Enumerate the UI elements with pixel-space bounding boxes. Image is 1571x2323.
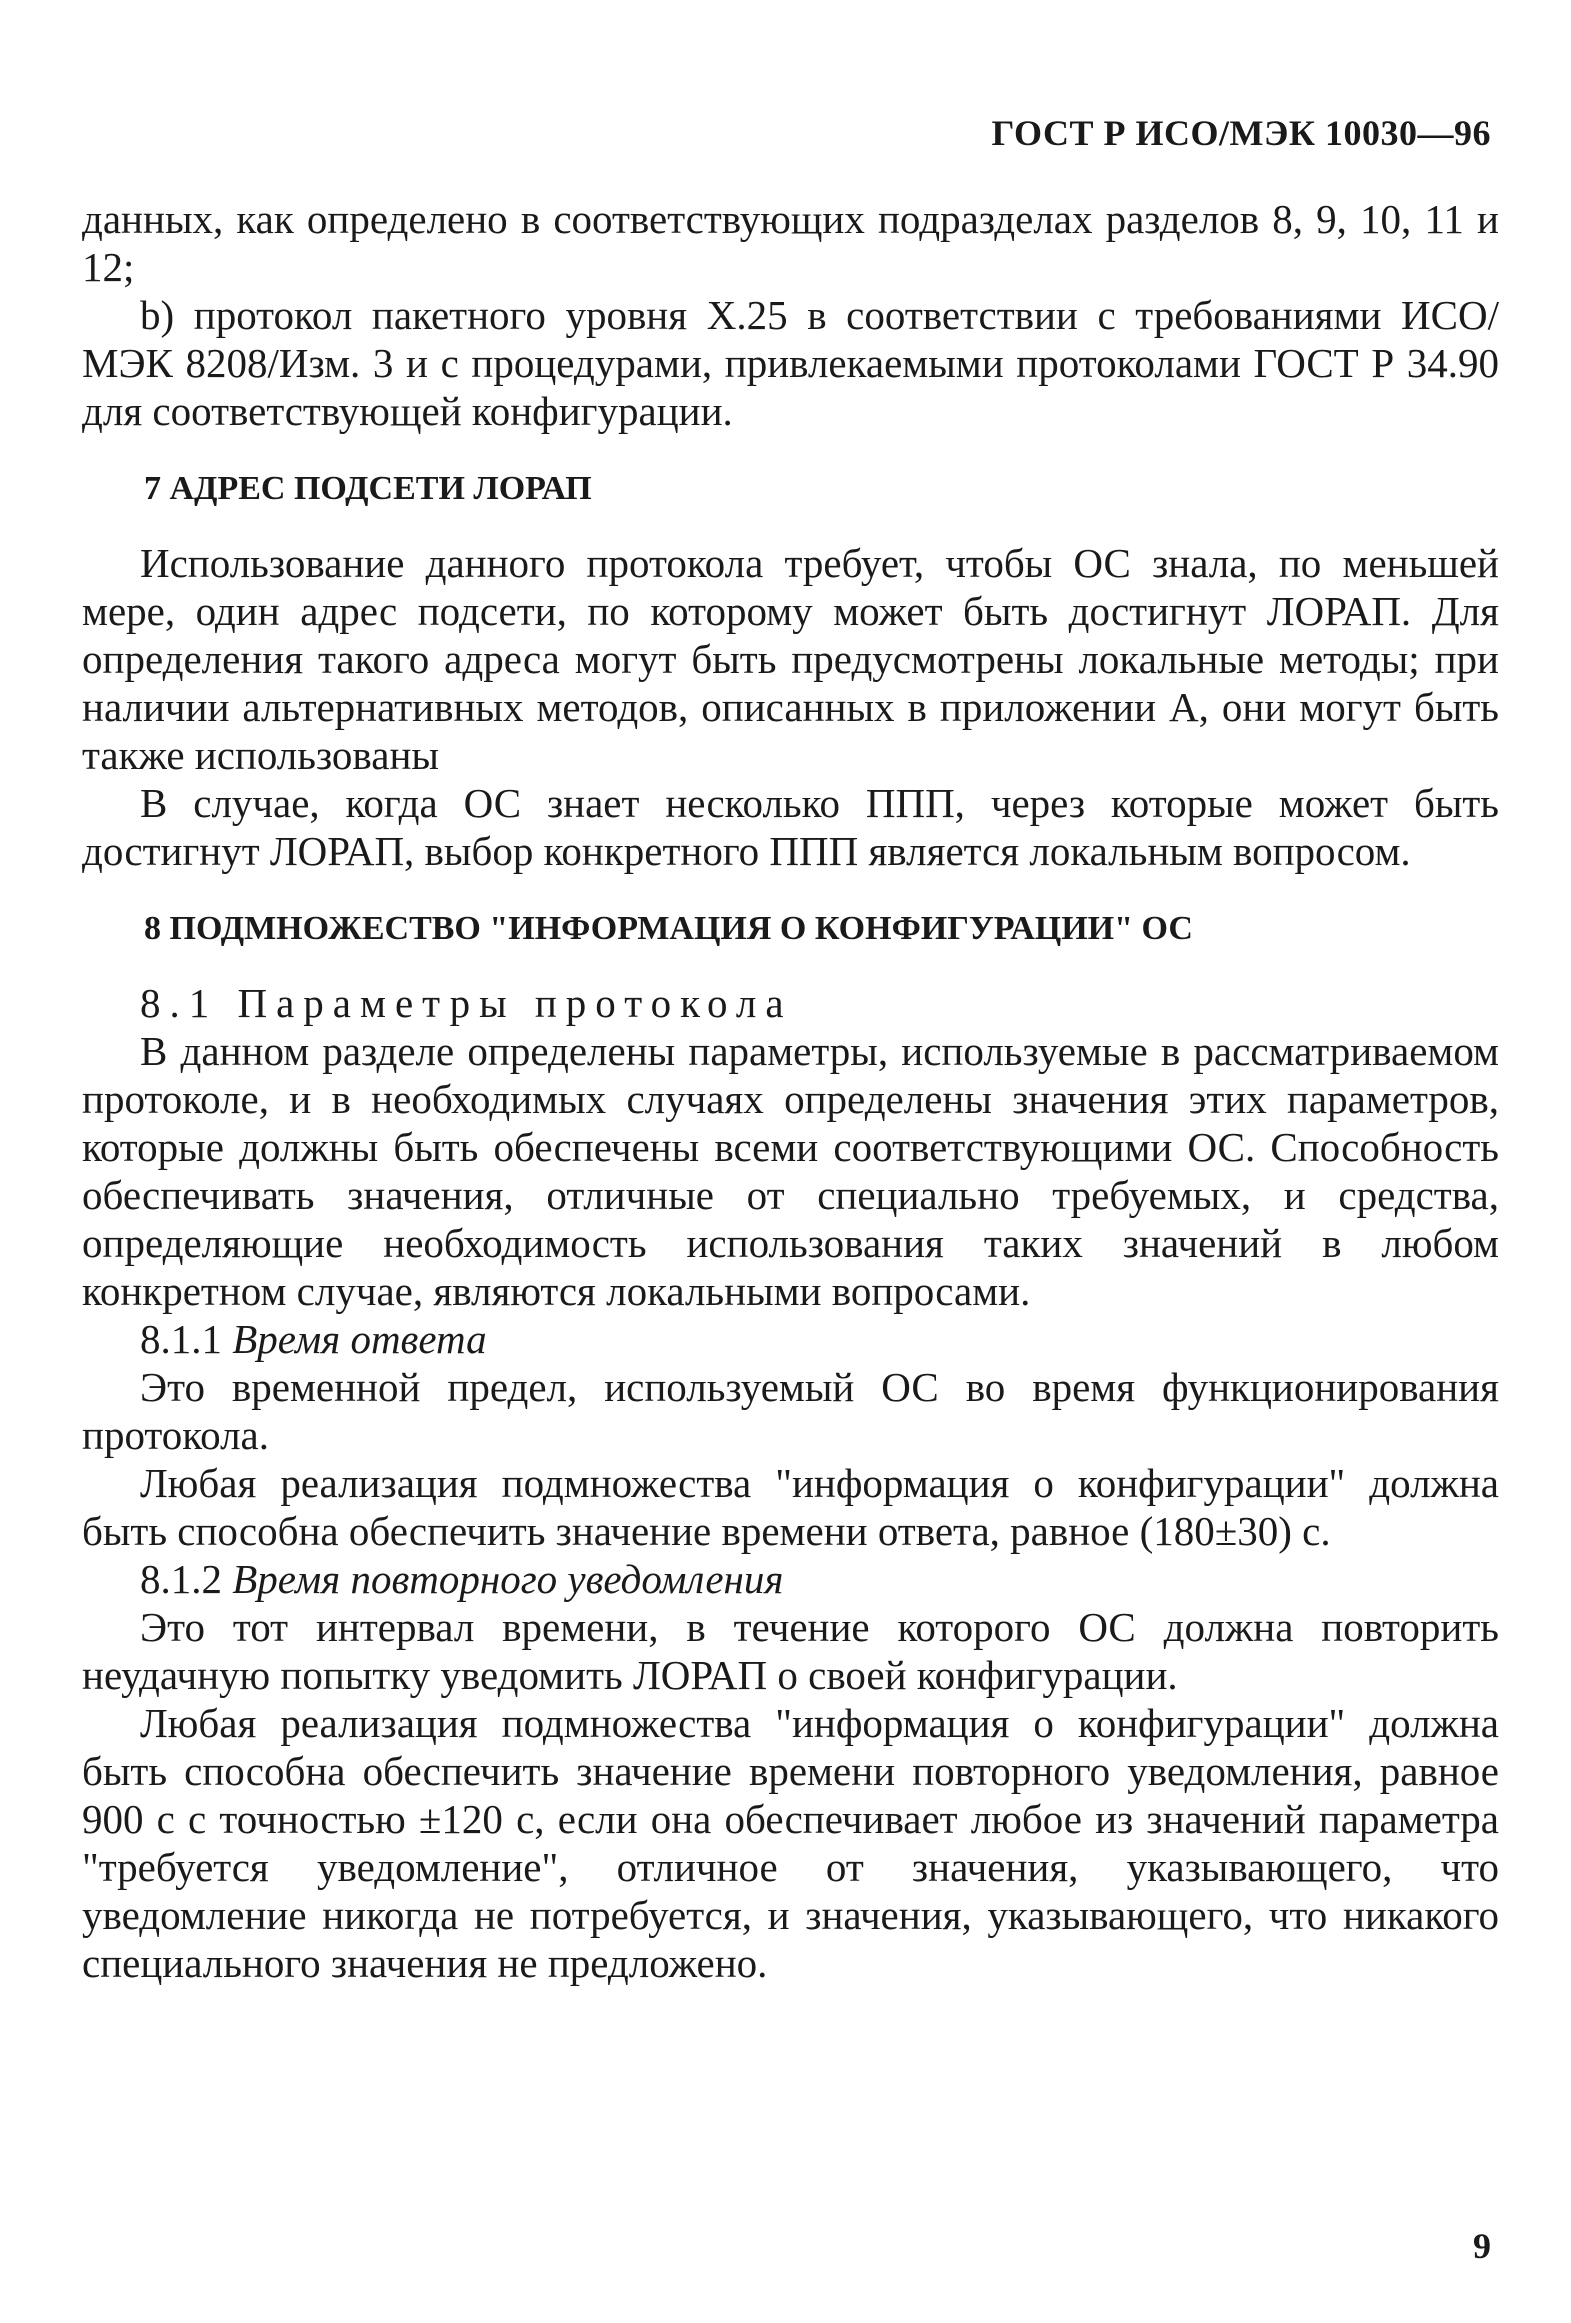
paragraph-continuation: данных, как определено в соответствующих подразделах разделов 8, 9, 10, 11 и 12; xyxy=(82,196,1499,290)
paragraph-sec7-1: Использование данного протокола требует, чтобы ОС знала, по меньшей мере, один адрес подсети, по которому может быть достигнут ЛОРАП. Для определения такого адреса могут быть предусмотрены локальные методы; при наличии альтернативных методов, описанных в приложении А, они могут быть также использованы xyxy=(82,540,1499,778)
subsection-number: 8.1.1 xyxy=(140,1316,222,1362)
paragraph-sec811-1: Это временной предел, используемый ОС во время функционирования протокола. xyxy=(82,1364,1499,1458)
page-number: 9 xyxy=(1473,2226,1491,2266)
subsection-number: 8.1.2 xyxy=(140,1556,222,1602)
subsection-title: Время повторного уведомления xyxy=(232,1556,784,1602)
running-header: ГОСТ Р ИСО/МЭК 10030—96 xyxy=(991,113,1491,153)
paragraph-sec7-2: В случае, когда ОС знает несколько ППП, через которые может быть достигнут ЛОРАП, выбор конкретного ППП является локальным вопросом. xyxy=(82,780,1499,874)
subsection-title: Время ответа xyxy=(232,1316,487,1362)
section-heading-7: 7 АДРЕС ПОДСЕТИ ЛОРАП xyxy=(144,470,592,507)
body-text xyxy=(82,195,1499,1987)
paragraph-sec811-2: Любая реализация подмножества "информация о конфигурации" должна быть способна обеспечить значение времени ответа, равное (180±30) с. xyxy=(82,1460,1499,1554)
paragraph-sec812-1: Это тот интервал времени, в течение которого ОС должна повторить неудачную попытку уведомить ЛОРАП о своей конфигурации. xyxy=(82,1604,1499,1698)
paragraph-sec812-2: Любая реализация подмножества "информация о конфигурации" должна быть способна обеспечить значение времени повторного уведомления, равное 900 с с точностью ±120 с, если она обеспечивает любое из значений параметра "требуется уведомление", отличное от значения, указывающего, что уведомление никогда не потребуется, и значения, указывающего, что никакого специального значения не предложено. xyxy=(82,1700,1499,1986)
subsection-heading-8-1-1 xyxy=(140,1315,1499,1363)
paragraph-sec81-1: В данном разделе определены параметры, используемые в рассматриваемом протоколе, и в необходимых случаях определены значения этих параметров, которые должны быть обеспечены всеми соответствующими ОС. Способность обеспечивать значения, отличные от специально требуемых, и средства, определяющие необходимость использования таких значений в любом конкретном случае, являются локальными вопросами. xyxy=(82,1028,1499,1314)
subsection-heading-8-1: 8.1 Параметры протокола xyxy=(140,980,793,1026)
paragraph-item-b: b) протокол пакетного уровня X.25 в соответствии с требованиями ИСО/МЭК 8208/Изм. 3 и с процедурами, привлекаемыми протоколами ГОСТ Р 34.90 для соответствующей конфигурации. xyxy=(82,292,1499,434)
section-heading-8: 8 ПОДМНОЖЕСТВО "ИНФОРМАЦИЯ О КОНФИГУРАЦИИ" ОС xyxy=(144,910,1193,947)
subsection-heading-8-1-2 xyxy=(140,1555,1499,1603)
